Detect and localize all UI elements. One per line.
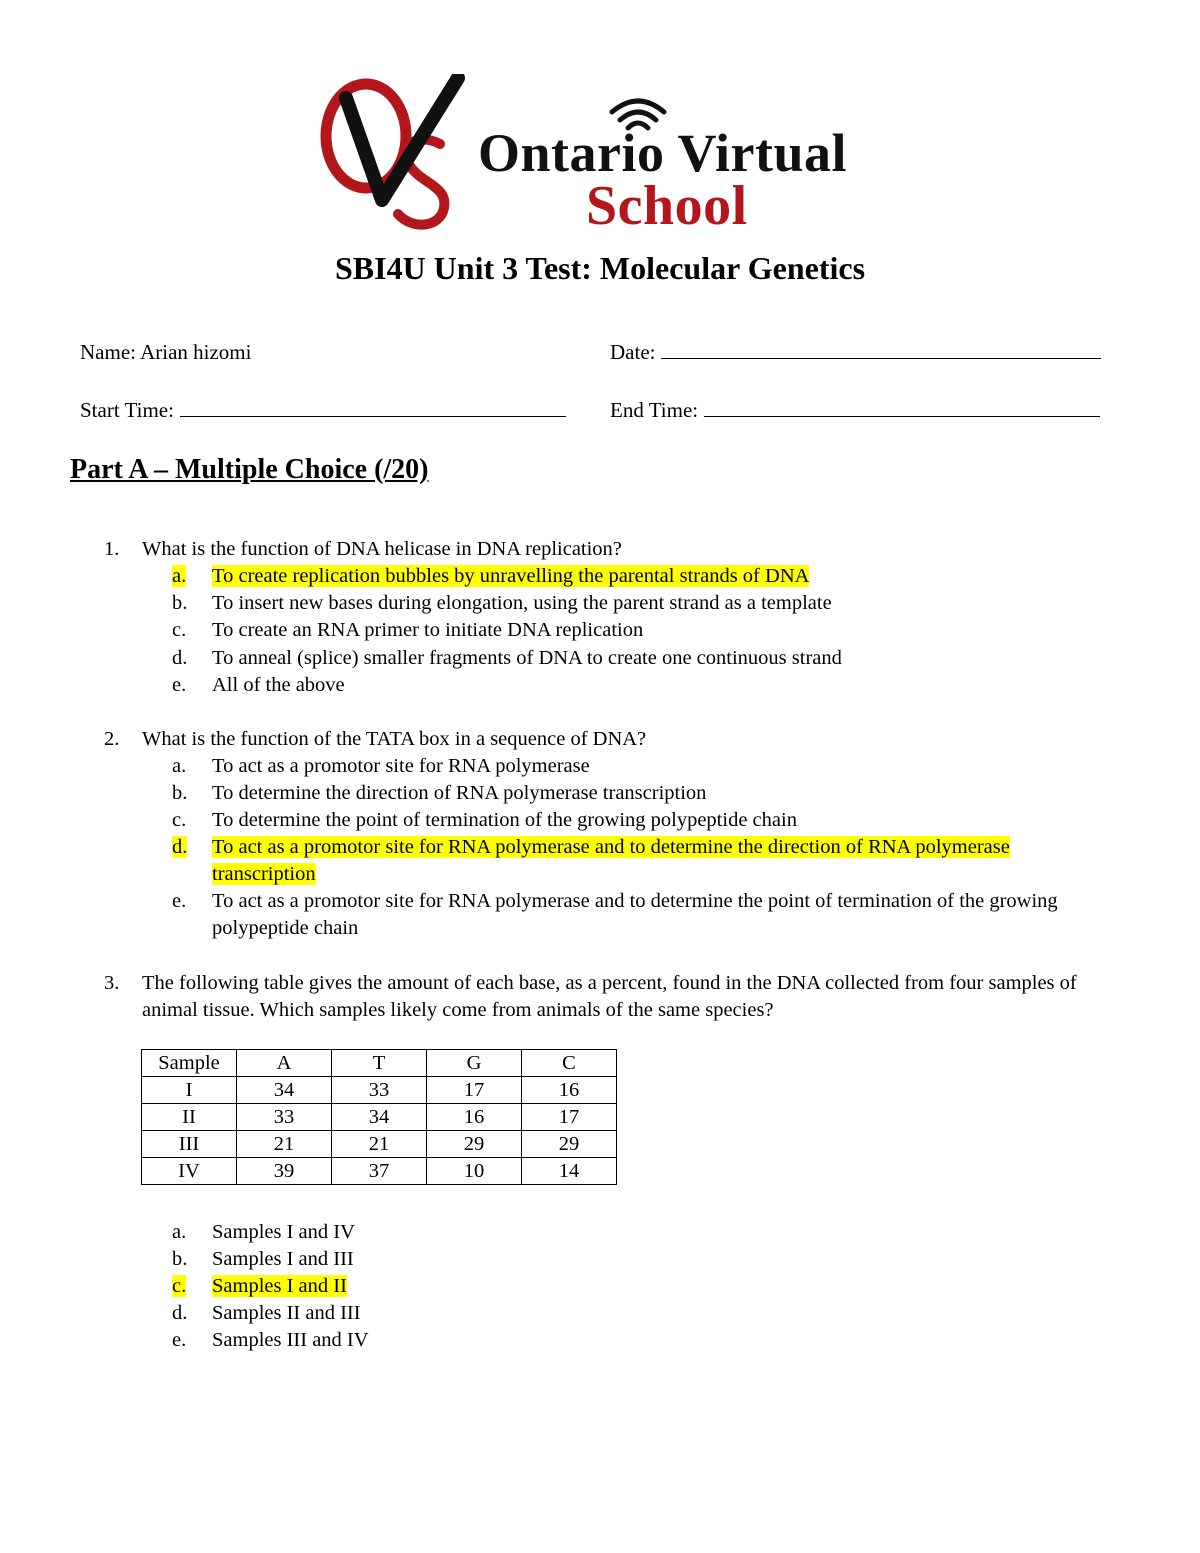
name-field [80,340,251,365]
question-text: What is the function of the TATA box in a sequence of DNA? [142,728,647,750]
table-row [142,1131,617,1158]
table-cell: II [142,1104,237,1131]
option-text: All of the above [212,674,345,696]
table-header-cell: C [522,1050,617,1077]
table-header-cell: G [427,1050,522,1077]
table-row [142,1104,617,1131]
table-header-cell: Sample [142,1050,237,1077]
option-letter: c. [172,619,187,641]
name-value[interactable]: Arian hizomi [140,340,252,364]
logo-text-school: School [586,175,748,237]
table-cell: 17 [427,1077,522,1104]
option-letter: e. [172,674,187,696]
start-time-label: Start Time: [80,398,174,422]
option-text: To create an RNA primer to initiate DNA replication [212,619,644,641]
question-text: The following table gives the amount of each base, as a percent, found in the DNA collected from four samples of animal tissue. Which samples likely come from animals of the same species? [142,972,1077,1021]
table-row [142,1158,617,1185]
table-cell: 14 [522,1158,617,1185]
option-text: Samples II and III [212,1302,361,1324]
option-text: To determine the direction of RNA polymerase transcription [212,782,707,804]
option-text: Samples I and III [212,1248,354,1270]
date-blank[interactable] [661,340,1101,359]
table-cell: 29 [522,1131,617,1158]
option-letter: a. [172,565,187,587]
option-text: Samples I and IV [212,1221,355,1243]
option-letter: e. [172,1329,187,1351]
table-cell: 16 [427,1104,522,1131]
table-cell: 21 [332,1131,427,1158]
base-percent-table [141,1049,617,1185]
table-header-cell: T [332,1050,427,1077]
option-letter: c. [172,809,187,831]
table-cell: 29 [427,1131,522,1158]
option-letter: e. [172,890,187,912]
table-cell: 37 [332,1158,427,1185]
start-time-blank[interactable] [180,398,566,417]
option-letter: a. [172,1221,187,1243]
table-cell: 16 [522,1077,617,1104]
table-cell: 10 [427,1158,522,1185]
option-letter: c. [172,1275,187,1297]
option-text-highlighted: To create replication bubbles by unravelling the parental strands of DNA [212,565,810,587]
start-time-field [80,398,566,423]
option-text: To insert new bases during elongation, using the parent strand as a template [212,592,832,614]
question-text: What is the function of DNA helicase in DNA replication? [142,538,622,560]
ovs-monogram-icon [318,74,488,234]
table-cell: 34 [237,1077,332,1104]
date-label: Date: [610,340,656,364]
option-text: To determine the point of termination of the growing polypeptide chain [212,809,797,831]
end-time-label: End Time: [610,398,699,422]
option-letter: a. [172,755,187,777]
end-time-field [610,398,1100,423]
table-cell: III [142,1131,237,1158]
page-title: SBI4U Unit 3 Test: Molecular Genetics [334,250,866,286]
question-number: 2. [104,728,120,750]
school-logo [318,74,898,237]
logo-text-ontario-virtual: Ontario Virtual [478,123,847,183]
table-cell: 39 [237,1158,332,1185]
option-text: To anneal (splice) smaller fragments of DNA to create one continuous strand [212,647,842,669]
option-letter: b. [172,592,188,614]
table-cell: IV [142,1158,237,1185]
option-letter: d. [172,1302,188,1324]
end-time-blank[interactable] [704,398,1100,417]
option-text-highlighted: Samples I and II [212,1275,347,1297]
table-cell: 34 [332,1104,427,1131]
table-cell: 17 [522,1104,617,1131]
option-text: To act as a promotor site for RNA polymerase [212,755,590,777]
option-letter: b. [172,1248,188,1270]
question-number: 1. [104,538,120,560]
name-label: Name: [80,340,136,364]
section-heading-part-a: Part A – Multiple Choice (/20) [70,454,429,485]
table-cell: I [142,1077,237,1104]
table-cell: 21 [237,1131,332,1158]
table-header-cell: A [237,1050,332,1077]
question-number: 3. [104,972,120,994]
option-letter: d. [172,647,188,669]
table-cell: 33 [332,1077,427,1104]
table-cell: 33 [237,1104,332,1131]
option-letter: d. [172,836,188,858]
date-field [610,340,1101,365]
table-header-row [142,1050,617,1077]
table-row [142,1077,617,1104]
option-letter: b. [172,782,188,804]
option-text: Samples III and IV [212,1329,369,1351]
option-text: To act as a promotor site for RNA polymerase and to determine the point of termination of the growing polypeptide chain [212,890,1058,939]
option-text-highlighted: To act as a promotor site for RNA polymerase and to determine the direction of RNA polymerase transcription [212,836,1010,885]
